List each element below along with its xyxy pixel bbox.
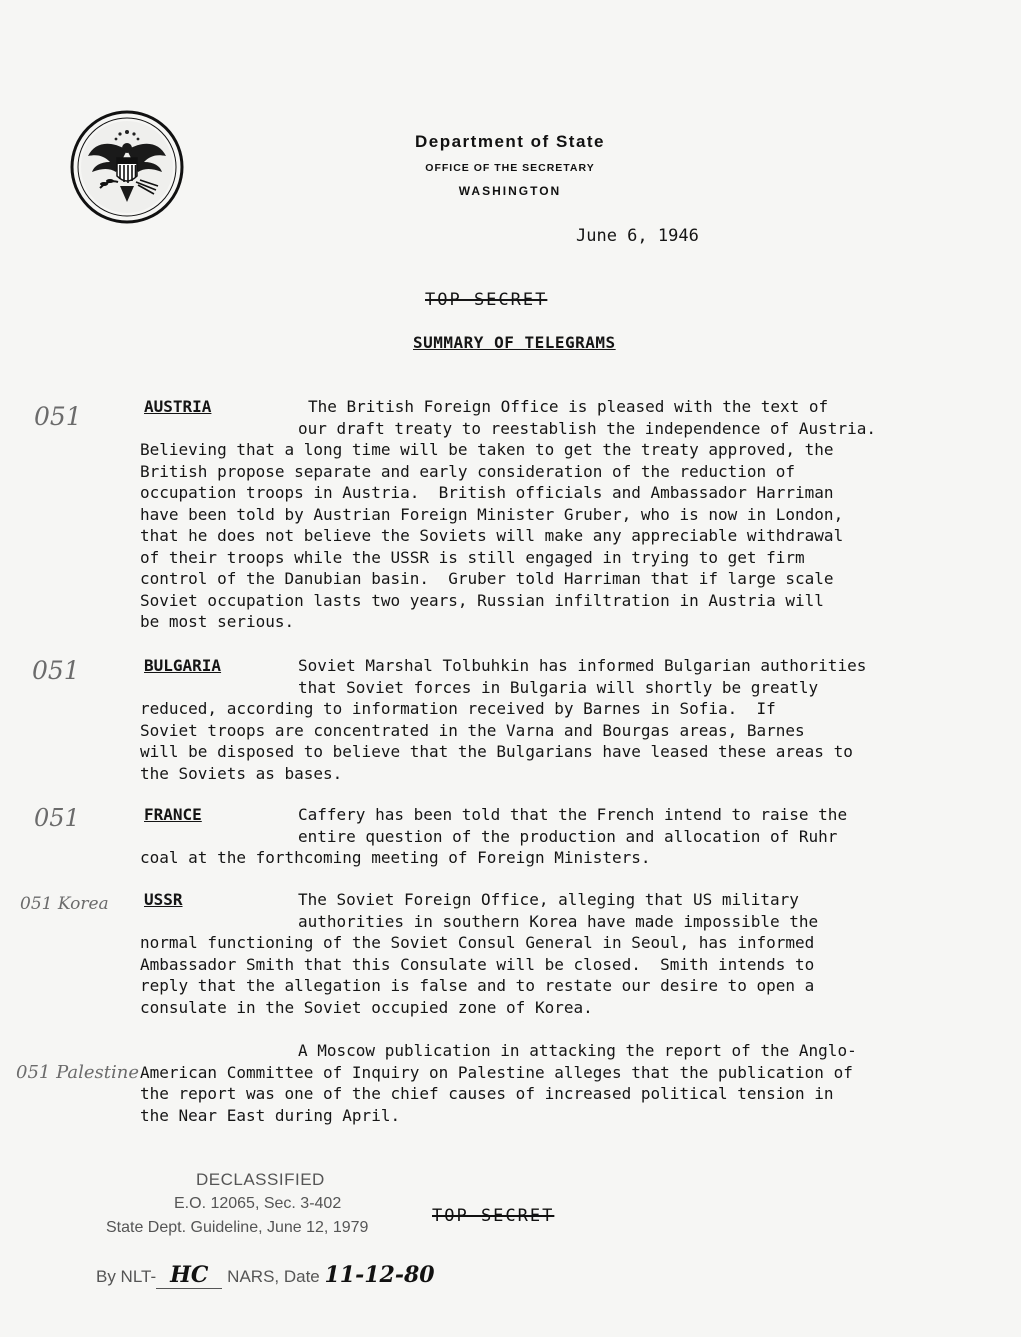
country-heading: BULGARIA	[144, 656, 222, 675]
body-line: have been told by Austrian Foreign Minister Gruber, who is now in London,	[140, 504, 844, 524]
declassified-by-line	[96, 1262, 435, 1288]
body-line: authorities in southern Korea have made impossible the	[298, 911, 819, 931]
body-line: be most serious.	[140, 612, 295, 631]
body-line: British propose separate and early consideration of the reduction of	[140, 461, 796, 481]
margin-note: 051	[34, 402, 82, 431]
body-line: coal at the forthcoming meeting of Foreign Ministers.	[140, 848, 651, 867]
body-line: the Near East during April.	[140, 1105, 401, 1125]
body-line: occupation troops in Austria. British officials and Ambassador Harriman	[140, 483, 834, 502]
letterhead-city: WASHINGTON	[458, 184, 562, 198]
body-line: of their troops while the USSR is still engaged in trying to get firm	[140, 547, 805, 567]
margin-note: 051	[32, 656, 80, 685]
margin-note: 051 Palestine	[16, 1062, 139, 1083]
country-heading: FRANCE	[144, 805, 202, 824]
country-heading: AUSTRIA	[144, 397, 212, 416]
page-title: SUMMARY OF TELEGRAMS	[413, 333, 616, 352]
body-line: that Soviet forces in Bulgaria will shortly be greatly	[298, 677, 819, 697]
body-line: Ambassador Smith that this Consulate will be closed. Smith intends to	[140, 954, 815, 974]
section-austria	[140, 396, 940, 633]
letterhead-office: OFFICE OF THE SECRETARY	[425, 162, 595, 174]
margin-note: 051	[34, 804, 80, 832]
state-department-seal-icon	[70, 110, 184, 224]
body-line: American Committee of Inquiry on Palestine alleges that the publication of	[140, 1062, 853, 1082]
section-bulgaria	[140, 655, 940, 784]
country-heading: USSR	[144, 890, 183, 909]
body-line: Soviet Marshal Tolbuhkin has informed Bulgarian authorities	[298, 656, 867, 675]
section-ussr	[140, 889, 940, 1018]
body-line: reply that the allegation is false and to restate our desire to open a	[140, 976, 815, 995]
body-line: Caffery has been told that the French intend to raise the	[298, 805, 848, 824]
nars-label: NARS, Date	[227, 1267, 320, 1286]
classification-bottom: TOP SECRET	[432, 1206, 555, 1226]
body-line: Believing that a long time will be taken to get the treaty approved, the	[140, 440, 834, 459]
classification-top: TOP SECRET	[425, 290, 548, 310]
body-line: Soviet occupation lasts two years, Russian infiltration in Austria will	[140, 590, 824, 610]
section-palestine	[140, 1040, 940, 1126]
body-line: normal functioning of the Soviet Consul General in Seoul, has informed	[140, 933, 815, 952]
body-line: our draft treaty to reestablish the independence of Austria.	[298, 418, 876, 438]
declassified-date: 11-12-80	[324, 1262, 435, 1288]
document-date: June 6, 1946	[576, 226, 699, 246]
by-initials: HC	[156, 1262, 222, 1289]
section-france	[140, 804, 940, 869]
margin-note: 051 Korea	[20, 894, 109, 914]
body-line: The Soviet Foreign Office, alleging that US military	[298, 890, 799, 909]
body-line: the Soviets as bases.	[140, 763, 343, 783]
body-line: control of the Danubian basin. Gruber told Harriman that if large scale	[140, 569, 834, 588]
by-prefix: By NLT-	[96, 1267, 157, 1286]
body-line: that he does not believe the Soviets will make any appreciable withdrawal	[140, 526, 844, 545]
letterhead-department: Department of State	[414, 132, 606, 151]
body-line: reduced, according to information received by Barnes in Sofia. If	[140, 699, 776, 718]
declassified-order: E.O. 12065, Sec. 3-402	[174, 1195, 342, 1212]
declassified-heading: DECLASSIFIED	[196, 1170, 325, 1189]
body-line: The British Foreign Office is pleased with the text of	[308, 397, 829, 416]
body-line: A Moscow publication in attacking the report of the Anglo-	[298, 1041, 857, 1060]
body-line: consulate in the Soviet occupied zone of Korea.	[140, 997, 593, 1017]
body-line: Soviet troops are concentrated in the Varna and Bourgas areas, Barnes	[140, 720, 805, 740]
body-line: will be disposed to believe that the Bulgarians have leased these areas to	[140, 742, 853, 761]
declassified-guideline: State Dept. Guideline, June 12, 1979	[106, 1219, 369, 1236]
body-line: entire question of the production and allocation of Ruhr	[298, 826, 838, 846]
body-line: the report was one of the chief causes of increased political tension in	[140, 1084, 834, 1103]
